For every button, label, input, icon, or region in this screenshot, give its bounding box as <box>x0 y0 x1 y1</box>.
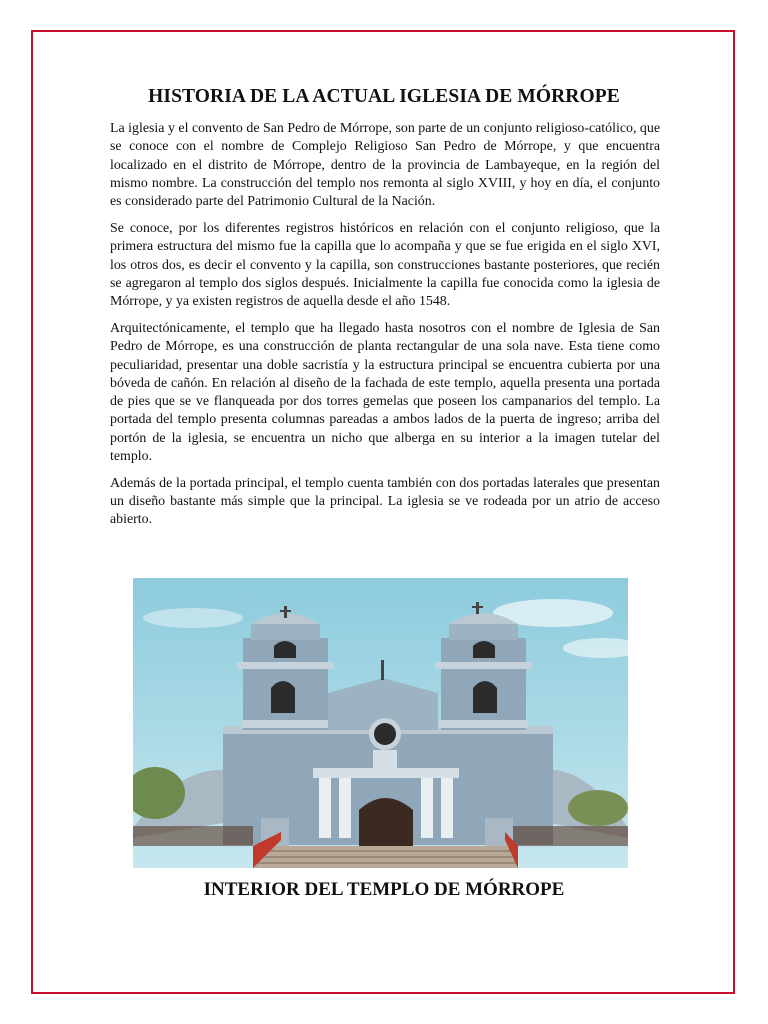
paragraph-3: Arquitectónicamente, el templo que ha llegado hasta nosotros con el nombre de Iglesia de San Pedro de Mórrope, es una construcción de planta rectangular de una sola nave. Esta tiene como peculiaridad, presentar una doble sacristía y la estructura principal se encuentra cubierta por una bóveda de cañón. En relación al diseño de la fachada de este templo, aquella presenta una portada de pies que se ve flanqueada por dos torres gemelas que poseen los campanarios del templo. La portada del templo presenta columnas pareadas a ambos lados de la puerta de ingreso; arriba del portón de la iglesia, se encuentra un nicho que alberga en su interior a la imagen tutelar del templo. <box>110 320 660 465</box>
image-caption: INTERIOR DEL TEMPLO DE MÓRROPE <box>203 879 565 900</box>
paragraph-1: La iglesia y el convento de San Pedro de Mórrope, son parte de un conjunto religioso-católico, que se conoce con el nombre de Complejo Religioso San Pedro de Mórrope, y que encuentra localizado en el distrito de Mórrope, dentro de la provincia de Lambayeque, en la región del mismo nombre. La construcción del templo nos remonta al siglo XVIII, y hoy en día, el conjunto es considerado parte del Patrimonio Cultural de la Nación. <box>110 121 660 210</box>
paragraph-4: Además de la portada principal, el templo cuenta también con dos portadas laterales que presentan un diseño bastante más simple que la principal. La iglesia se ve rodeada por un atrio de acceso abierto. <box>110 475 660 528</box>
document-title: HISTORIA DE LA ACTUAL IGLESIA DE MÓRROPE <box>148 86 620 107</box>
church-photo <box>133 578 628 868</box>
body-text <box>110 120 660 538</box>
paragraph-2: Se conoce, por los diferentes registros históricos en relación con el conjunto religioso, que la primera estructura del mismo fue la capilla que lo acompaña y que se fue erigida en el siglo XVI, los otros dos, es decir el convento y la capilla, son construcciones bastante posteriores, que recién se agregaron al templo dos siglos después. Inicialmente la capilla fue conocida como la iglesia de Mórrope, y ya existen registros de aquella desde el año 1548. <box>110 220 660 310</box>
